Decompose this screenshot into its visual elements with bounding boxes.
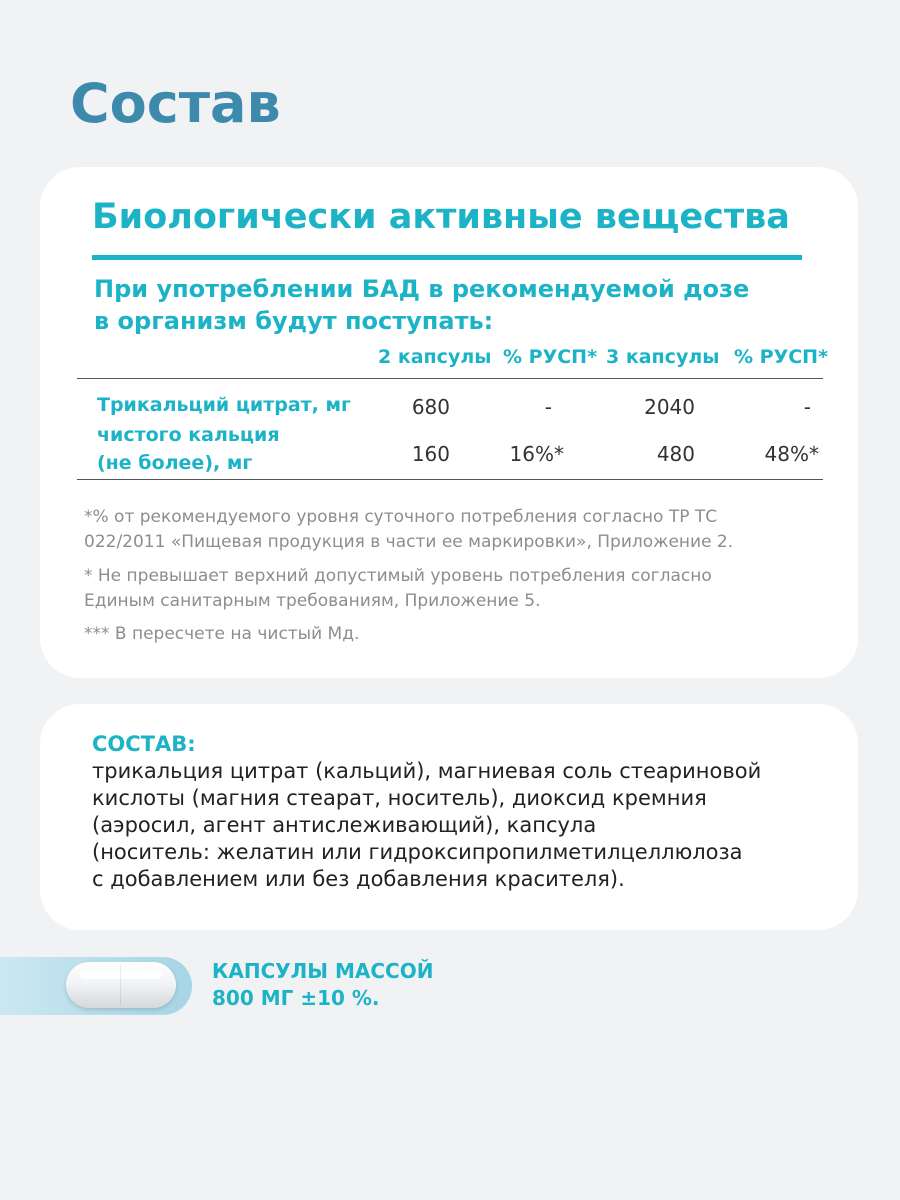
column-header-3-capsules: 3 капсулы <box>606 346 720 368</box>
composition-line: (аэросил, агент антислеживающий), капсула <box>92 813 597 837</box>
footnote-line: 022/2011 «Пищевая продукция в части ее маркировки», Приложение 2. <box>84 532 734 552</box>
column-header-rusp: % РУСП* <box>503 346 598 368</box>
footnote-line: Единым санитарным требованиям, Приложение 5. <box>84 591 541 611</box>
composition-line: с добавлением или без добавления красителя). <box>92 867 625 891</box>
footnote <box>84 564 824 614</box>
footnote <box>84 622 824 647</box>
table-cell: 680 <box>411 395 450 419</box>
row-label: чистого кальция <box>97 424 280 446</box>
intro-line: в организм будут поступать: <box>94 307 494 335</box>
section-title: Биологически активные вещества <box>92 197 790 237</box>
composition-line: трикальция цитрат (кальций), магниевая соль стеариновой <box>92 759 762 783</box>
table-cell: 48%* <box>764 442 819 466</box>
page-title: Состав <box>70 72 281 135</box>
footnote-line: *% от рекомендуемого уровня суточного потребления согласно ТР ТС <box>84 507 718 527</box>
table-cell: - <box>544 395 552 419</box>
table-cell: - <box>803 395 811 419</box>
capsule-icon <box>66 962 176 1008</box>
capsule-weight-line: КАПСУЛЫ МАССОЙ <box>212 959 434 983</box>
footnote-line: *** В пересчете на чистый Мд. <box>84 624 360 644</box>
footnote-line: * Не превышает верхний допустимый уровень потребления согласно <box>84 566 712 586</box>
composition-line: кислоты (магния стеарат, носитель), диоксид кремния <box>92 786 707 810</box>
dosage-table <box>77 342 829 480</box>
row-label: (не более), мг <box>97 452 253 474</box>
footnote <box>84 505 824 555</box>
intro-text <box>94 273 794 337</box>
column-header-2-capsules: 2 капсулы <box>378 346 492 368</box>
column-header-rusp: % РУСП* <box>734 346 829 368</box>
table-body <box>77 379 823 480</box>
composition-line: (носитель: желатин или гидроксипропилметилцеллюлоза <box>92 840 743 864</box>
table-cell: 2040 <box>644 395 695 419</box>
table-cell: 480 <box>656 442 695 466</box>
composition-card <box>40 704 858 930</box>
intro-line: При употреблении БАД в рекомендуемой дозе <box>94 275 750 303</box>
table-header <box>77 342 829 379</box>
capsule-weight-line: 800 МГ ±10 %. <box>212 986 380 1010</box>
composition-text <box>92 758 832 893</box>
title-divider <box>92 255 802 260</box>
active-substances-card <box>40 167 858 678</box>
row-label: Трикальций цитрат, мг <box>97 394 351 416</box>
capsule-weight-text <box>212 958 433 1012</box>
table-cell: 160 <box>411 442 450 466</box>
table-cell: 16%* <box>509 442 564 466</box>
composition-title: СОСТАВ: <box>92 732 196 756</box>
